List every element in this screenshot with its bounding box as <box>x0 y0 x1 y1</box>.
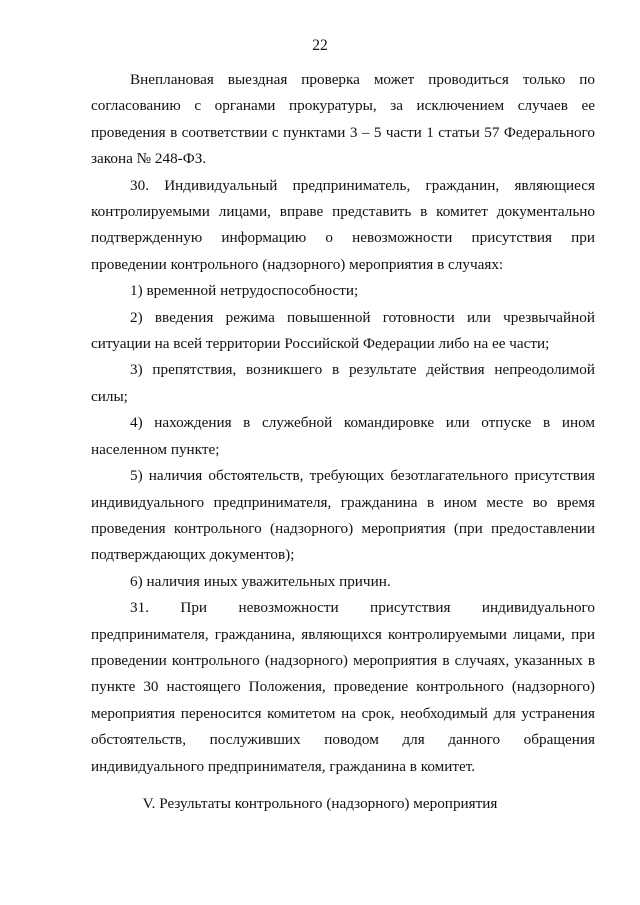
list-item-emergency-regime: 2) введения режима повышенной готовности или чрезвычайной ситуации на всей территории Российской Федерации либо на ее части; <box>91 308 595 353</box>
list-item-force-majeure: 3) препятствия, возникшего в результате действия непреодолимой силы; <box>91 361 595 405</box>
page-number: 22 <box>312 37 328 54</box>
paragraph-item-30: 30. Индивидуальный предприниматель, гражданин, являющиеся контролируемыми лицами, вправе представить в комитет документально подтвержденную информацию о невозможности присутствия при проведении контрольного (надзорного) мероприятия в случаях: <box>91 176 595 273</box>
section-heading: V. Результаты контрольного (надзорного) мероприятия <box>142 795 498 812</box>
paragraph-unscheduled-inspection: Внеплановая выездная проверка может проводиться только по согласованию с органами прокуратуры, за исключением случаев ее проведения в соответствии с пунктами 3 – 5 части 1 статьи 57 Федерального закона № 248-ФЗ. <box>91 71 595 168</box>
document-body <box>91 67 595 780</box>
list-item-other-reasons: 6) наличия иных уважительных причин. <box>130 572 391 590</box>
list-item-temporary-disability: 1) временной нетрудоспособности; <box>130 282 359 300</box>
paragraph-item-31: 31. При невозможности присутствия индивидуального предпринимателя, гражданина, являющихся контролируемыми лицами, при проведении контрольного (надзорного) мероприятия в случаях, указанных в пункте 30 настоящего Положения, проведение контрольного (надзорного) мероприятия переносится комитетом на срок, необходимый для устранения обстоятельств, послуживших поводом для данного обращения индивидуального предпринимателя, гражданина в комитет. <box>91 599 595 775</box>
list-item-business-trip: 4) нахождения в служебной командировке или отпуске в ином населенном пункте; <box>91 414 595 458</box>
list-item-urgent-presence: 5) наличия обстоятельств, требующих безотлагательного присутствия индивидуального предпринимателя, гражданина в ином месте во время проведения контрольного (надзорного) мероприятия (при предоставлении подтверждающих документов); <box>91 467 595 564</box>
